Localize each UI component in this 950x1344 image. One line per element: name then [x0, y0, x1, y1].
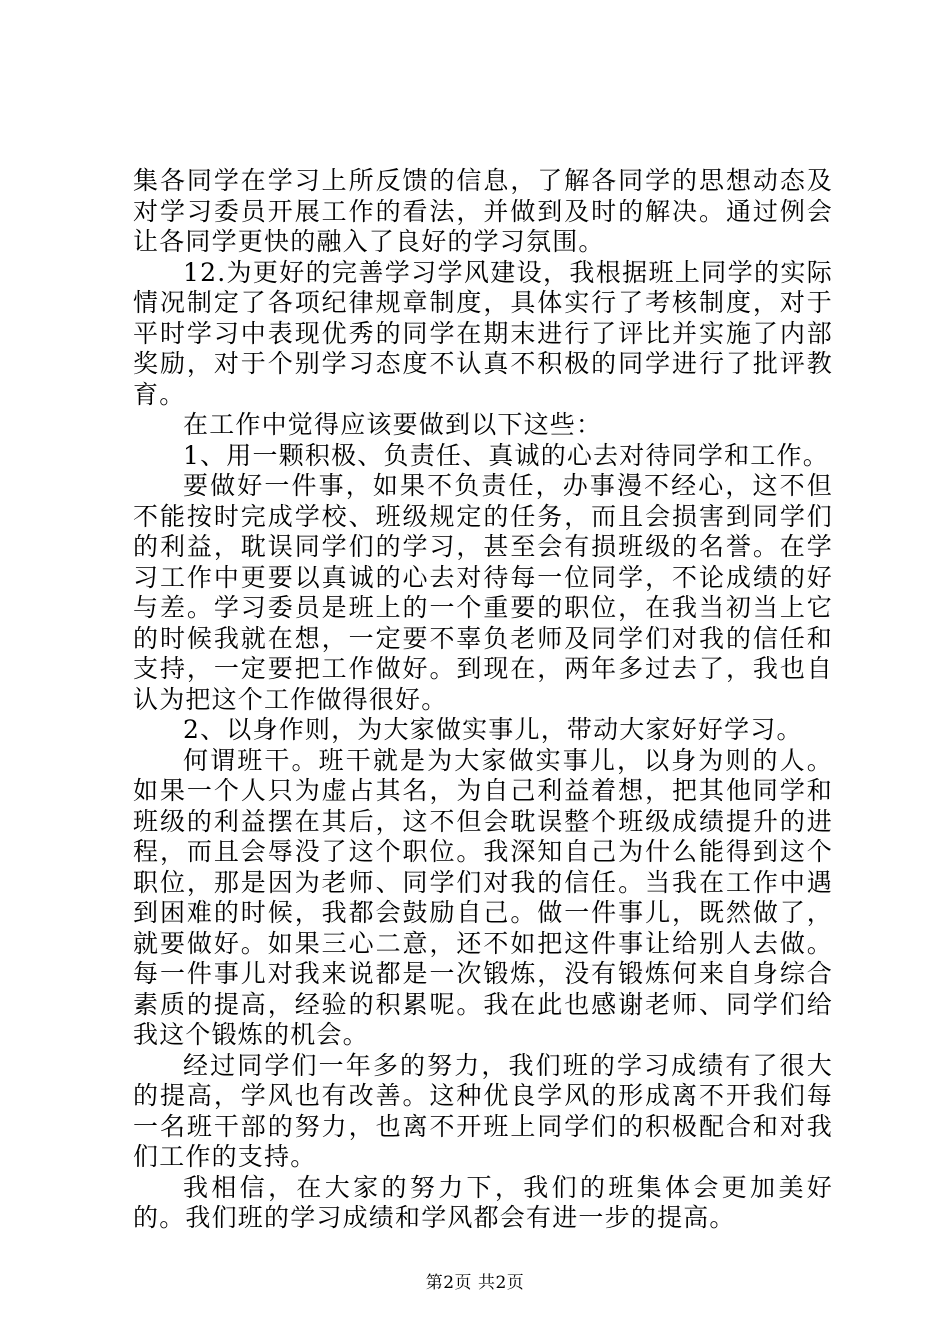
paragraph-principle-1-body: 要做好一件事，如果不负责任，办事漫不经心，这不但不能按时完成学校、班级规定的任务，而且会损害到同学们的利益，耽误同学们的学习，甚至会有损班级的名誉。在学习工作中更要以真诚的心去对待每一位同学，不论成绩的好与差。学习委员是班上的一个重要的职位，在我当初当上它的时候我就在想，一定要不辜负老师及同学们对我的信任和支持，一定要把工作做好。到现在，两年多过去了，我也自认为把这个工作做得很好。 [133, 471, 833, 714]
document-body [133, 166, 833, 1234]
paragraph-principle-2-heading: 2、以身作则，为大家做实事儿，带动大家好好学习。 [183, 715, 803, 744]
paragraph-closing: 我相信，在大家的努力下，我们的班集体会更加美好的。我们班的学习成绩和学风都会有进一步的提高。 [133, 1172, 833, 1232]
paragraph-work-principles-intro: 在工作中觉得应该要做到以下这些： [183, 410, 603, 439]
paragraph-continued-feedback: 集各同学在学习上所反馈的信息，了解各同学的思想动态及对学习委员开展工作的看法，并做到及时的解决。通过例会让各同学更快的融入了良好的学习氛围。 [133, 166, 833, 256]
paragraph-results-summary: 经过同学们一年多的努力，我们班的学习成绩有了很大的提高，学风也有改善。这种优良学风的形成离不开我们每一名班干部的努力，也离不开班上同学们的积极配合和对我们工作的支持。 [133, 1050, 833, 1171]
paragraph-item-12-rules: 12.为更好的完善学习学风建设，我根据班上同学的实际情况制定了各项纪律规章制度，具体实行了考核制度，对于平时学习中表现优秀的同学在期末进行了评比并实施了内部奖励，对于个别学习态度不认真不积极的同学进行了批评教育。 [133, 257, 833, 409]
paragraph-principle-2-body: 何谓班干。班干就是为大家做实事儿，以身为则的人。如果一个人只为虚占其名，为自己利益着想，把其他同学和班级的利益摆在其后，这不但会耽误整个班级成绩提升的进程，而且会辱没了这个职位。我深知自己为什么能得到这个职位，那是因为老师、同学们对我的信任。当我在工作中遇到困难的时候，我都会鼓励自己。做一件事儿，既然做了，就要做好。如果三心二意，还不如把这件事让给别人去做。每一件事儿对我来说都是一次锻炼，没有锻炼何来自身综合素质的提高，经验的积累呢。我在此也感谢老师、同学们给我这个锻炼的机会。 [133, 745, 833, 1049]
paragraph-principle-1-heading: 1、用一颗积极、负责任、真诚的心去对待同学和工作。 [183, 440, 829, 470]
page-number-footer: 第2页 共2页 [425, 1273, 525, 1293]
